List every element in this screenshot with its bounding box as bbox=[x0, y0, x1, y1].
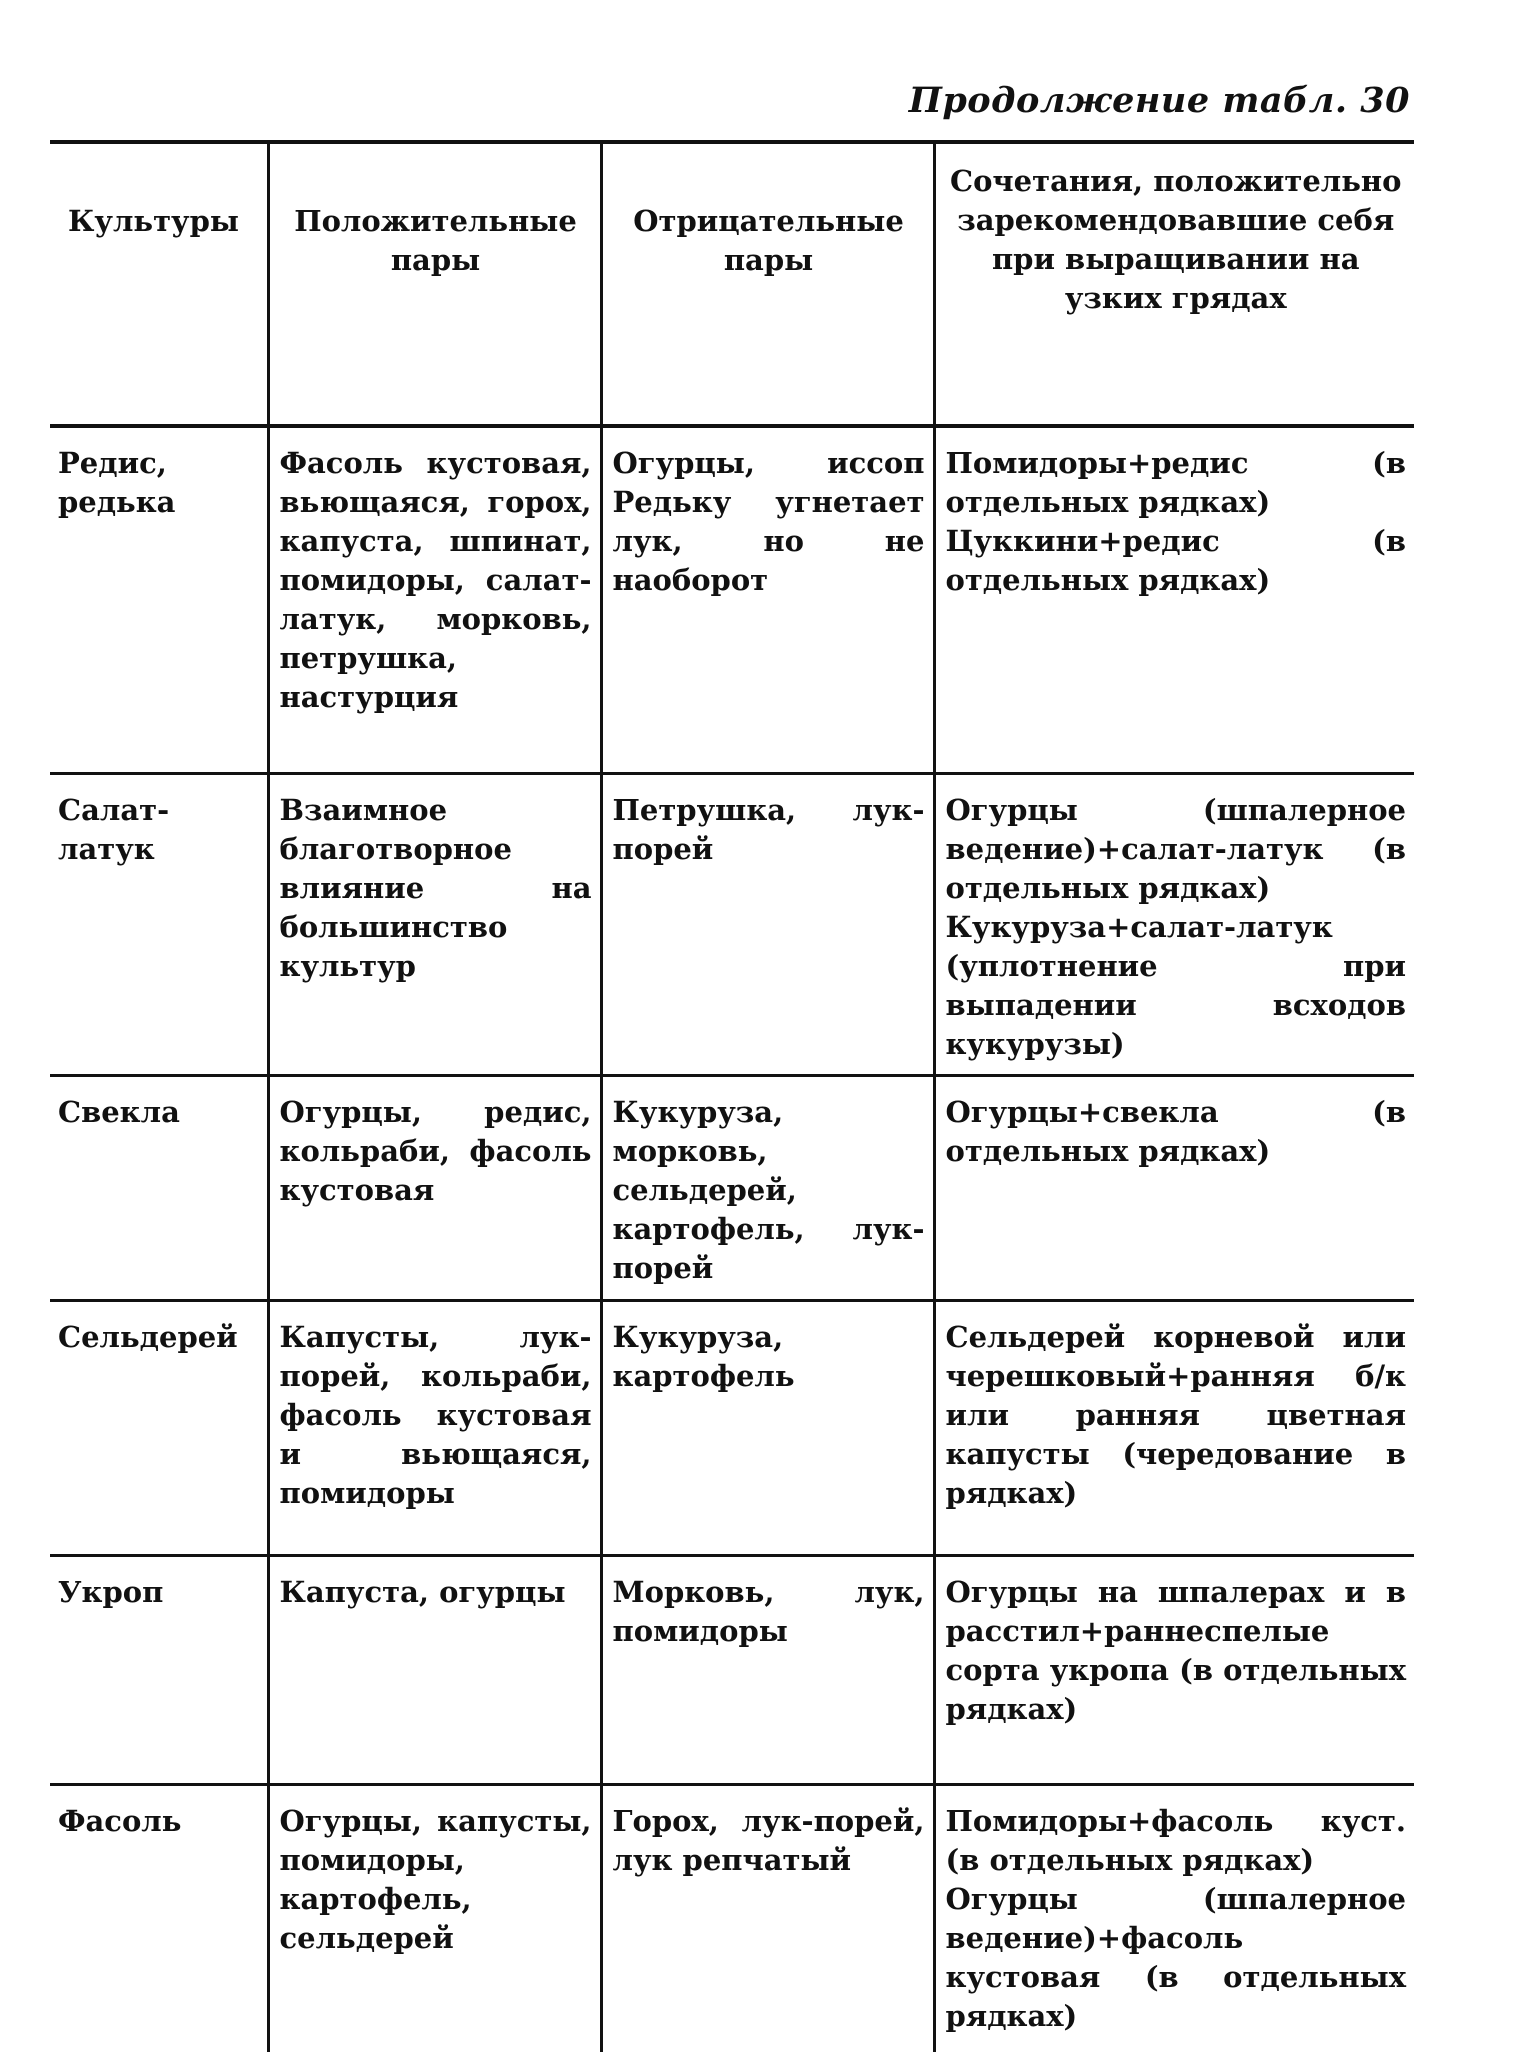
crop-cell: Фасоль bbox=[50, 1785, 268, 2052]
positive-pairs-cell: Капуста, огурцы bbox=[268, 1556, 601, 1785]
companion-planting-table bbox=[50, 140, 1414, 2052]
combinations-cell bbox=[934, 426, 1414, 774]
combination-entry: Помидоры+редис (в отдельных рядках) bbox=[946, 444, 1407, 522]
combination-entry: Огурцы+свекла (в отдельных рядках) bbox=[946, 1093, 1407, 1171]
combinations-cell bbox=[934, 774, 1414, 1076]
table-row bbox=[50, 426, 1414, 774]
positive-pairs-cell: Взаимное благотворное влияние на большинство культур bbox=[268, 774, 601, 1076]
combination-entry: Кукуруза+салат-латук (уплотнение при выпадении всходов кукурузы) bbox=[946, 908, 1407, 1064]
combinations-cell bbox=[934, 1301, 1414, 1556]
crop-cell: Укроп bbox=[50, 1556, 268, 1785]
combination-entry: Цуккини+редис (в отдельных рядках) bbox=[946, 522, 1407, 600]
crop-cell: Редис, редька bbox=[50, 426, 268, 774]
combinations-cell bbox=[934, 1785, 1414, 2052]
negative-pairs-cell: Горох, лук-порей, лук репчатый bbox=[601, 1785, 934, 2052]
header-combinations: Сочетания, положительно зарекомендовавшие себя при выращивании на узких грядах bbox=[934, 142, 1414, 426]
combinations-cell bbox=[934, 1076, 1414, 1301]
header-positive-pairs: Положительные пары bbox=[268, 142, 601, 426]
negative-pairs-cell: Петрушка, лук-порей bbox=[601, 774, 934, 1076]
header-crop: Культуры bbox=[50, 142, 268, 426]
combination-entry: Огурцы (шпалерное ведение)+салат-латук (в отдельных рядках) bbox=[946, 791, 1407, 908]
table-row bbox=[50, 1076, 1414, 1301]
negative-pairs-cell: Огурцы, иссоп Редьку угнетает лук, но не наоборот bbox=[601, 426, 934, 774]
negative-pairs-cell: Кукуруза, морковь, сельдерей, картофель, лук-порей bbox=[601, 1076, 934, 1301]
positive-pairs-cell: Фасоль кустовая, вьющаяся, горох, капуста, шпинат, помидоры, салат-латук, морковь, петрушка, настурция bbox=[268, 426, 601, 774]
combination-entry: Помидоры+фасоль куст. (в отдельных рядках) bbox=[946, 1802, 1407, 1880]
table-header-row bbox=[50, 142, 1414, 426]
table-row bbox=[50, 1556, 1414, 1785]
combination-entry: Огурцы (шпалерное ведение)+фасоль кустовая (в отдельных рядках) bbox=[946, 1880, 1407, 2036]
crop-cell: Сельдерей bbox=[50, 1301, 268, 1556]
negative-pairs-cell: Кукуруза, картофель bbox=[601, 1301, 934, 1556]
positive-pairs-cell: Огурцы, редис, кольраби, фасоль кустовая bbox=[268, 1076, 601, 1301]
table-row bbox=[50, 774, 1414, 1076]
table-row bbox=[50, 1301, 1414, 1556]
header-negative-pairs: Отрицательные пары bbox=[601, 142, 934, 426]
combination-entry: Огурцы на шпалерах и в расстил+раннеспелые сорта укропа (в отдельных рядках) bbox=[946, 1573, 1407, 1729]
table-caption: Продолжение табл. 30 bbox=[909, 80, 1410, 121]
crop-cell: Салат-латук bbox=[50, 774, 268, 1076]
positive-pairs-cell: Капусты, лук-порей, кольраби, фасоль кустовая и вьющаяся, помидоры bbox=[268, 1301, 601, 1556]
positive-pairs-cell: Огурцы, капусты, помидоры, картофель, сельдерей bbox=[268, 1785, 601, 2052]
combinations-cell bbox=[934, 1556, 1414, 1785]
negative-pairs-cell: Морковь, лук, помидоры bbox=[601, 1556, 934, 1785]
table-row bbox=[50, 1785, 1414, 2052]
combination-entry: Сельдерей корневой или черешковый+ранняя б/к или ранняя цветная капусты (чередование в рядках) bbox=[946, 1318, 1407, 1513]
crop-cell: Свекла bbox=[50, 1076, 268, 1301]
